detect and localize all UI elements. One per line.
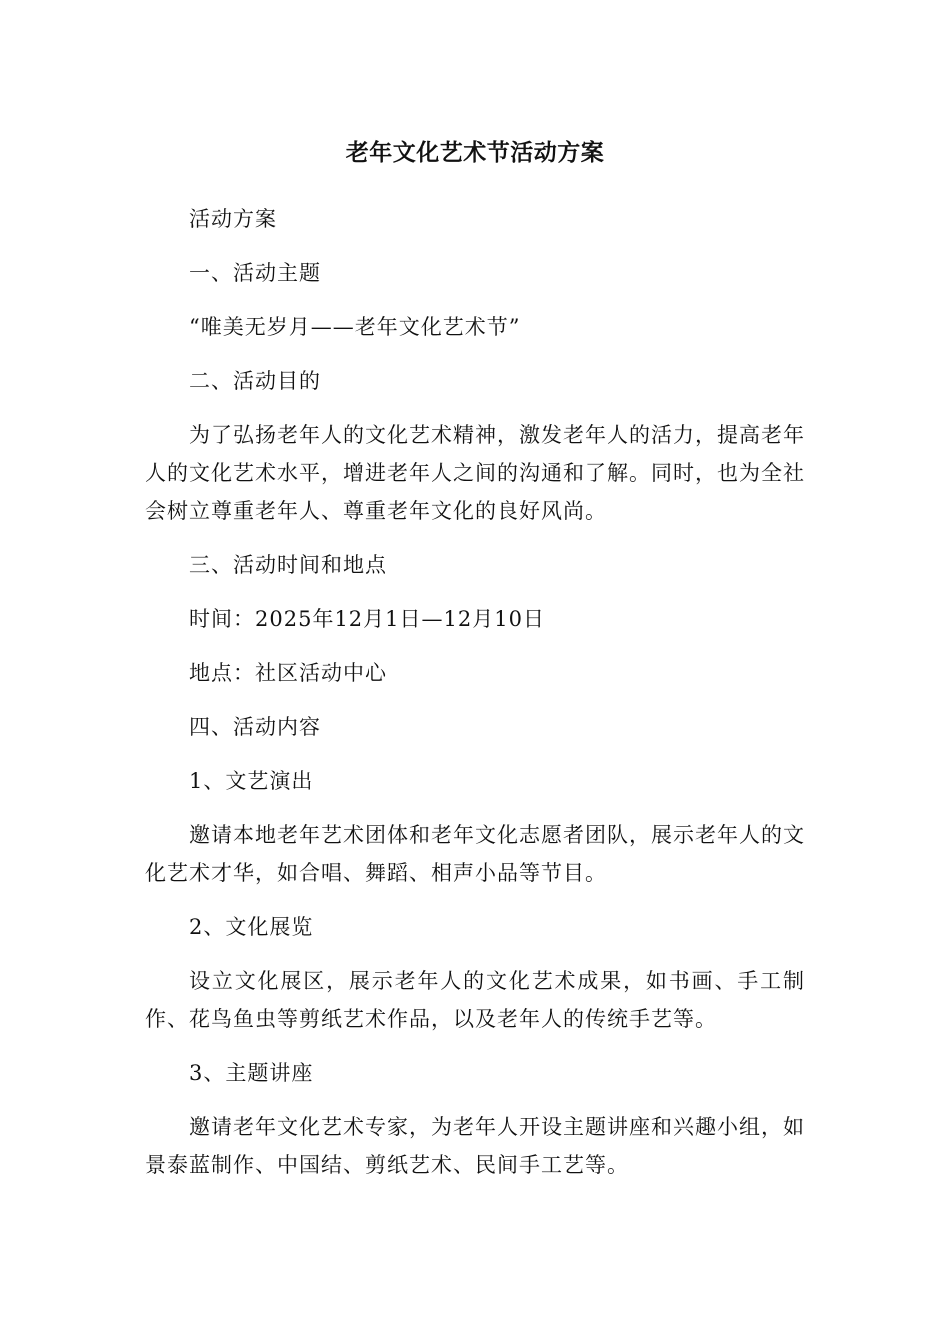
paragraph-theme-text: “唯美无岁月——老年文化艺术节”	[189, 315, 521, 339]
subheading-lecture: 3、主题讲座	[189, 1061, 314, 1085]
paragraph-exhibition-text: 设立文化展区，展示老年人的文化艺术成果，如书画、手工制作、花鸟鱼虫等剪纸艺术作品，以及老年人的传统手艺等。	[145, 969, 805, 1031]
section-heading-time-place: 三、活动时间和地点	[189, 553, 387, 577]
paragraph-purpose-text: 为了弘扬老年人的文化艺术精神，激发老年人的活力，提高老年人的文化艺术水平，增进老年人之间的沟通和了解。同时，也为全社会树立尊重老年人、尊重老年文化的良好风尚。	[145, 423, 805, 523]
document-body	[145, 200, 805, 1200]
paragraph-time: 时间：2025年12月1日—12月10日	[189, 607, 545, 631]
subheading-exhibition: 2、文化展览	[189, 915, 314, 939]
document-title: 老年文化艺术节活动方案	[345, 140, 605, 166]
section-heading-content: 四、活动内容	[189, 715, 321, 739]
paragraph-performance-text: 邀请本地老年艺术团体和老年文化志愿者团队，展示老年人的文化艺术才华，如合唱、舞蹈、相声小品等节目。	[145, 823, 805, 885]
paragraph-activity-plan: 活动方案	[189, 207, 277, 231]
paragraph-place: 地点：社区活动中心	[189, 661, 387, 685]
paragraph-lecture-text: 邀请老年文化艺术专家，为老年人开设主题讲座和兴趣小组，如景泰蓝制作、中国结、剪纸艺术、民间手工艺等。	[145, 1115, 805, 1177]
section-heading-theme: 一、活动主题	[189, 261, 321, 285]
section-heading-purpose: 二、活动目的	[189, 369, 321, 393]
subheading-performance: 1、文艺演出	[189, 769, 314, 793]
